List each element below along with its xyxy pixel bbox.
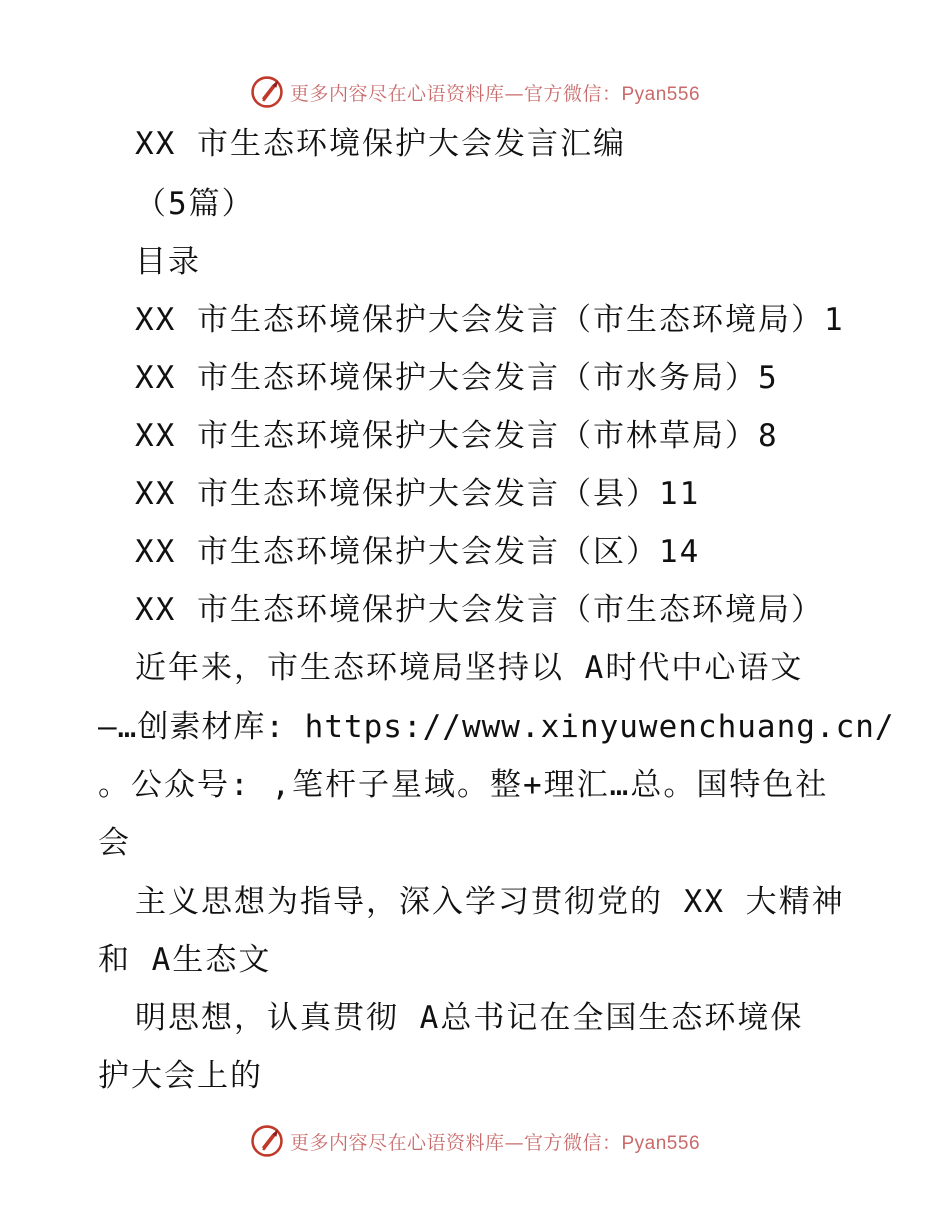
header-banner-inner bbox=[250, 75, 700, 109]
body-line: 会 bbox=[98, 825, 131, 861]
header-wechat-id: Pyan556 bbox=[621, 83, 701, 105]
body-line: 明思想，认真贯彻 A总书记在全国生态环境保 bbox=[135, 1000, 804, 1036]
body-line: 近年来，市生态环境局坚持以 A时代中心语文 bbox=[135, 650, 804, 686]
header-banner-text: 更多内容尽在心语资料库—官方微信：Pyan556 bbox=[289, 82, 701, 105]
toc-heading: 目录 bbox=[135, 244, 201, 280]
section-heading: XX 市生态环境保护大会发言（市生态环境局） bbox=[135, 592, 824, 628]
toc-item[interactable]: XX 市生态环境保护大会发言（市生态环境局）1 bbox=[135, 302, 845, 338]
quill-pen-logo-icon bbox=[250, 1124, 284, 1158]
body-line: 主义思想为指导，深入学习贯彻党的 XX 大精神 bbox=[135, 884, 845, 920]
document-subtitle: （5篇） bbox=[135, 186, 255, 222]
toc-item[interactable]: XX 市生态环境保护大会发言（县）11 bbox=[135, 476, 701, 512]
footer-banner bbox=[0, 1121, 950, 1161]
body-line: —…创素材库: https://www.xinyuwenchuang.cn/ bbox=[98, 709, 895, 745]
header-banner bbox=[0, 72, 950, 112]
quill-pen-logo-icon bbox=[250, 75, 284, 109]
toc-item[interactable]: XX 市生态环境保护大会发言（市林草局）8 bbox=[135, 418, 779, 454]
toc-item[interactable]: XX 市生态环境保护大会发言（区）14 bbox=[135, 534, 701, 570]
footer-banner-inner bbox=[250, 1124, 700, 1158]
body-line: 。公众号: ,笔杆子星域。整+理汇…总。国特色社 bbox=[98, 767, 829, 803]
footer-banner-text: 更多内容尽在心语资料库—官方微信：Pyan556 bbox=[289, 1131, 701, 1154]
body-line: 和 A生态文 bbox=[98, 942, 272, 978]
body-line: 护大会上的 bbox=[98, 1058, 263, 1094]
document-title: XX 市生态环境保护大会发言汇编 bbox=[135, 126, 626, 162]
toc-item[interactable]: XX 市生态环境保护大会发言（市水务局）5 bbox=[135, 360, 779, 396]
footer-wechat-id: Pyan556 bbox=[621, 1132, 701, 1154]
